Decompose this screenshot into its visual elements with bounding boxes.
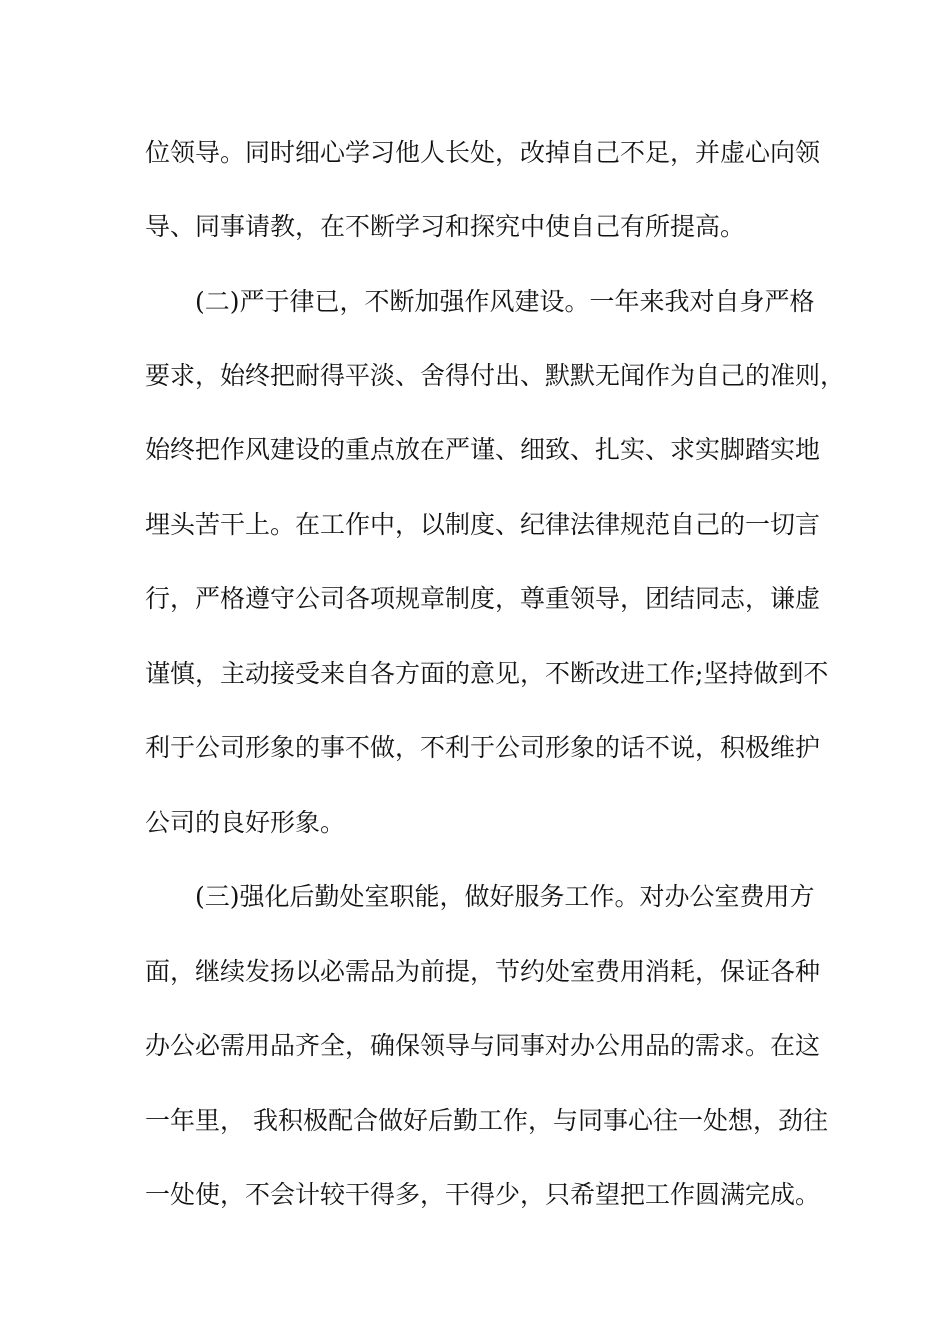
text-line: 谨慎，主动接受来自各方面的意见，不断改进工作;坚持做到不: [145, 659, 829, 688]
text-line: 始终把作风建设的重点放在严谨、细致、扎实、求实脚踏实地: [145, 435, 821, 464]
text-line: 位领导。同时细心学习他人长处，改掉自己不足，并虚心向领: [145, 138, 821, 167]
text-line: 埋头苦干上。在工作中，以制度、纪律法律规范自己的一切言: [145, 510, 821, 539]
text-line: 一处使，不会计较干得多，干得少，只希望把工作圆满完成。: [145, 1180, 821, 1209]
text-line: 面，继续发扬以必需品为前提，节约处室费用消耗，保证各种: [145, 957, 821, 986]
paragraph-heading-2: (二)严于律已，不断加强作风建设。一年来我对自身严格: [195, 287, 815, 316]
text-line: 导、同事请教，在不断学习和探究中使自己有所提高。: [145, 212, 746, 241]
text-line: 一年里， 我积极配合做好后勤工作，与同事心往一处想，劲往: [145, 1106, 828, 1135]
text-line: 办公必需用品齐全，确保领导与同事对办公用品的需求。在这: [145, 1031, 821, 1060]
text-line: 行，严格遵守公司各项规章制度，尊重领导，团结同志，谦虚: [145, 584, 821, 613]
paragraph-heading-3: (三)强化后勤处室职能，做好服务工作。对办公室费用方: [195, 882, 815, 911]
text-line: 公司的良好形象。: [145, 808, 346, 837]
text-line: 要求，始终把耐得平淡、舍得付出、默默无闻作为自己的准则，: [145, 361, 846, 390]
text-line: 利于公司形象的事不做，不利于公司形象的话不说，积极维护: [145, 733, 821, 762]
